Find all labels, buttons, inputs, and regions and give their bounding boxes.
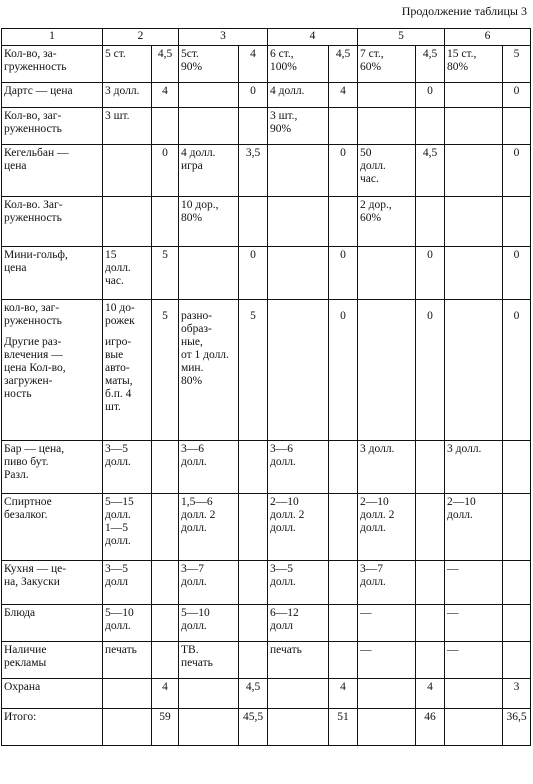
value-cell: 50 долл. час. xyxy=(358,145,416,197)
value-cell: — xyxy=(445,561,503,605)
score-cell: 4 xyxy=(152,679,179,709)
value-cell: 3 шт., 90% xyxy=(268,108,329,145)
value-cell xyxy=(445,145,503,197)
score-cell xyxy=(239,197,268,247)
table-row xyxy=(2,605,531,642)
column-header: 6 xyxy=(445,29,531,46)
value-cell: 10 дор., 80% xyxy=(179,197,239,247)
value-cell: 5—10 долл. xyxy=(103,605,152,642)
score-cell: 0 xyxy=(503,145,531,197)
row-label: Кухня — це- на, Закуски xyxy=(2,561,103,605)
row-label: Блюда xyxy=(2,605,103,642)
table-row xyxy=(2,108,531,145)
score-cell xyxy=(329,494,358,561)
table-row xyxy=(2,709,531,746)
value-cell: разно- образ- ные, от 1 долл. мин. 80% xyxy=(179,300,239,441)
table-row xyxy=(2,441,531,494)
value-cell xyxy=(445,197,503,247)
table-row xyxy=(2,494,531,561)
score-cell xyxy=(329,605,358,642)
value-cell: — xyxy=(358,642,416,679)
value-cell: 1,5—6 долл. 2 долл. xyxy=(179,494,239,561)
score-cell xyxy=(503,494,531,561)
table-row xyxy=(2,247,531,300)
score-cell xyxy=(416,108,445,145)
score-cell: 0 xyxy=(152,145,179,197)
score-cell: 0 xyxy=(503,300,531,441)
value-cell xyxy=(268,197,329,247)
score-cell xyxy=(152,642,179,679)
value-cell: 3—6 долл. xyxy=(268,441,329,494)
score-cell xyxy=(239,642,268,679)
score-cell: 5 xyxy=(503,46,531,83)
value-cell xyxy=(445,709,503,746)
score-cell: 0 xyxy=(239,83,268,108)
value-cell: — xyxy=(445,605,503,642)
value-cell: 2 дор., 60% xyxy=(358,197,416,247)
score-cell xyxy=(239,561,268,605)
score-cell xyxy=(503,441,531,494)
score-cell: 0 xyxy=(329,145,358,197)
score-cell xyxy=(329,108,358,145)
score-cell: 0 xyxy=(416,83,445,108)
row-label: Дартс — цена xyxy=(2,83,103,108)
score-cell: 4,5 xyxy=(416,46,445,83)
value-cell: 3—5 долл. xyxy=(103,441,152,494)
value-cell xyxy=(358,679,416,709)
score-cell: 3,5 xyxy=(239,145,268,197)
value-cell: 5—10 долл. xyxy=(179,605,239,642)
value-cell: 15 долл. час. xyxy=(103,247,152,300)
score-cell: 0 xyxy=(239,247,268,300)
value-cell xyxy=(268,709,329,746)
score-cell xyxy=(152,561,179,605)
value-cell xyxy=(445,108,503,145)
score-cell: 4 xyxy=(152,83,179,108)
score-cell xyxy=(503,642,531,679)
value-cell xyxy=(358,300,416,441)
score-cell: 0 xyxy=(416,300,445,441)
value-cell xyxy=(268,300,329,441)
score-cell xyxy=(329,561,358,605)
value-cell: 3—5 долл xyxy=(103,561,152,605)
score-cell xyxy=(152,197,179,247)
score-cell xyxy=(503,197,531,247)
score-cell xyxy=(152,494,179,561)
value-cell: — xyxy=(358,605,416,642)
value-cell xyxy=(358,83,416,108)
value-cell xyxy=(179,247,239,300)
value-cell xyxy=(445,247,503,300)
column-header: 4 xyxy=(268,29,358,46)
value-cell xyxy=(103,709,152,746)
value-cell: — xyxy=(445,642,503,679)
row-label: Мини-гольф, цена xyxy=(2,247,103,300)
score-cell: 0 xyxy=(416,247,445,300)
value-cell xyxy=(179,83,239,108)
score-cell: 5 xyxy=(152,300,179,441)
value-cell: 6 ст., 100% xyxy=(268,46,329,83)
value-cell xyxy=(268,145,329,197)
score-cell: 3 xyxy=(503,679,531,709)
value-cell: 5—15 долл. 1—5 долл. xyxy=(103,494,152,561)
score-cell xyxy=(503,561,531,605)
score-cell xyxy=(416,561,445,605)
value-cell xyxy=(268,679,329,709)
score-cell xyxy=(416,441,445,494)
value-cell xyxy=(358,247,416,300)
value-cell xyxy=(445,679,503,709)
value-cell xyxy=(103,679,152,709)
column-header: 5 xyxy=(358,29,445,46)
column-header: 2 xyxy=(103,29,179,46)
score-cell xyxy=(329,197,358,247)
score-cell: 0 xyxy=(503,247,531,300)
row-label: Наличие рекламы xyxy=(2,642,103,679)
table-row xyxy=(2,642,531,679)
row-label: Кол-во, за- груженность xyxy=(2,46,103,83)
score-cell xyxy=(152,605,179,642)
score-cell: 4,5 xyxy=(416,145,445,197)
column-header: 1 xyxy=(2,29,103,46)
value-cell: печать xyxy=(268,642,329,679)
value-cell: 2—10 долл. xyxy=(445,494,503,561)
score-cell xyxy=(503,108,531,145)
value-cell: 6—12 долл xyxy=(268,605,329,642)
value-cell: 4 долл. игра xyxy=(179,145,239,197)
column-header: 3 xyxy=(179,29,268,46)
score-cell xyxy=(239,441,268,494)
value-cell: печать xyxy=(103,642,152,679)
value-cell xyxy=(445,83,503,108)
value-cell xyxy=(268,247,329,300)
row-label: Итого: xyxy=(2,709,103,746)
score-cell xyxy=(416,197,445,247)
table-row xyxy=(2,561,531,605)
score-cell: 46 xyxy=(416,709,445,746)
row-label: кол-во, заг- руженность Другие раз- влечения — цена Кол-во, загружен- ность xyxy=(2,300,103,441)
table-caption: Продолжение таблицы 3 xyxy=(401,4,527,18)
value-cell xyxy=(179,709,239,746)
value-cell: 3 долл. xyxy=(445,441,503,494)
value-cell xyxy=(358,108,416,145)
score-cell xyxy=(152,441,179,494)
score-cell: 51 xyxy=(329,709,358,746)
table-row xyxy=(2,145,531,197)
score-cell xyxy=(239,494,268,561)
value-cell xyxy=(358,709,416,746)
value-cell: 3 шт. xyxy=(103,108,152,145)
score-cell: 5 xyxy=(152,247,179,300)
score-cell: 4 xyxy=(416,679,445,709)
value-cell: 3 долл. xyxy=(358,441,416,494)
row-label: Бар — цена, пиво бут. Разл. xyxy=(2,441,103,494)
score-cell: 36,5 xyxy=(503,709,531,746)
score-cell: 4 xyxy=(239,46,268,83)
row-label: Спиртное безалког. xyxy=(2,494,103,561)
data-table xyxy=(1,28,531,746)
table-row xyxy=(2,679,531,709)
table-row xyxy=(2,83,531,108)
score-cell xyxy=(416,494,445,561)
value-cell xyxy=(179,108,239,145)
row-label: Кол-во, заг- руженность xyxy=(2,108,103,145)
value-cell: 2—10 долл. 2 долл. xyxy=(268,494,329,561)
value-cell xyxy=(445,300,503,441)
score-cell xyxy=(416,605,445,642)
score-cell xyxy=(416,642,445,679)
value-cell: 3—5 долл. xyxy=(268,561,329,605)
score-cell xyxy=(329,441,358,494)
value-cell: 3—7 долл. xyxy=(358,561,416,605)
score-cell xyxy=(152,108,179,145)
table-row xyxy=(2,197,531,247)
table-row xyxy=(2,46,531,83)
value-cell: 10 до- рожек игро- вые авто- маты, б.п. 4 шт. xyxy=(103,300,152,441)
score-cell: 4,5 xyxy=(239,679,268,709)
score-cell: 4 xyxy=(329,83,358,108)
score-cell: 45,5 xyxy=(239,709,268,746)
score-cell: 4,5 xyxy=(152,46,179,83)
value-cell: 15 ст., 80% xyxy=(445,46,503,83)
value-cell: 3—6 долл. xyxy=(179,441,239,494)
value-cell: 3—7 долл. xyxy=(179,561,239,605)
value-cell xyxy=(103,145,152,197)
score-cell xyxy=(329,642,358,679)
row-label: Кол-во. Заг- руженность xyxy=(2,197,103,247)
header-row xyxy=(2,29,531,46)
value-cell: 7 ст., 60% xyxy=(358,46,416,83)
table-row xyxy=(2,300,531,441)
value-cell: 3 долл. xyxy=(103,83,152,108)
score-cell: 4 xyxy=(329,679,358,709)
score-cell: 0 xyxy=(329,247,358,300)
score-cell: 0 xyxy=(503,83,531,108)
value-cell: 5 ст. xyxy=(103,46,152,83)
row-label: Охрана xyxy=(2,679,103,709)
score-cell: 59 xyxy=(152,709,179,746)
value-cell: 2—10 долл. 2 долл. xyxy=(358,494,416,561)
score-cell: 0 xyxy=(329,300,358,441)
score-cell xyxy=(503,605,531,642)
value-cell xyxy=(103,197,152,247)
value-cell: 4 долл. xyxy=(268,83,329,108)
row-label: Кегельбан — цена xyxy=(2,145,103,197)
value-cell: 5ст. 90% xyxy=(179,46,239,83)
value-cell xyxy=(179,679,239,709)
score-cell xyxy=(239,108,268,145)
value-cell: ТВ. печать xyxy=(179,642,239,679)
score-cell: 5 xyxy=(239,300,268,441)
score-cell: 4,5 xyxy=(329,46,358,83)
score-cell xyxy=(239,605,268,642)
